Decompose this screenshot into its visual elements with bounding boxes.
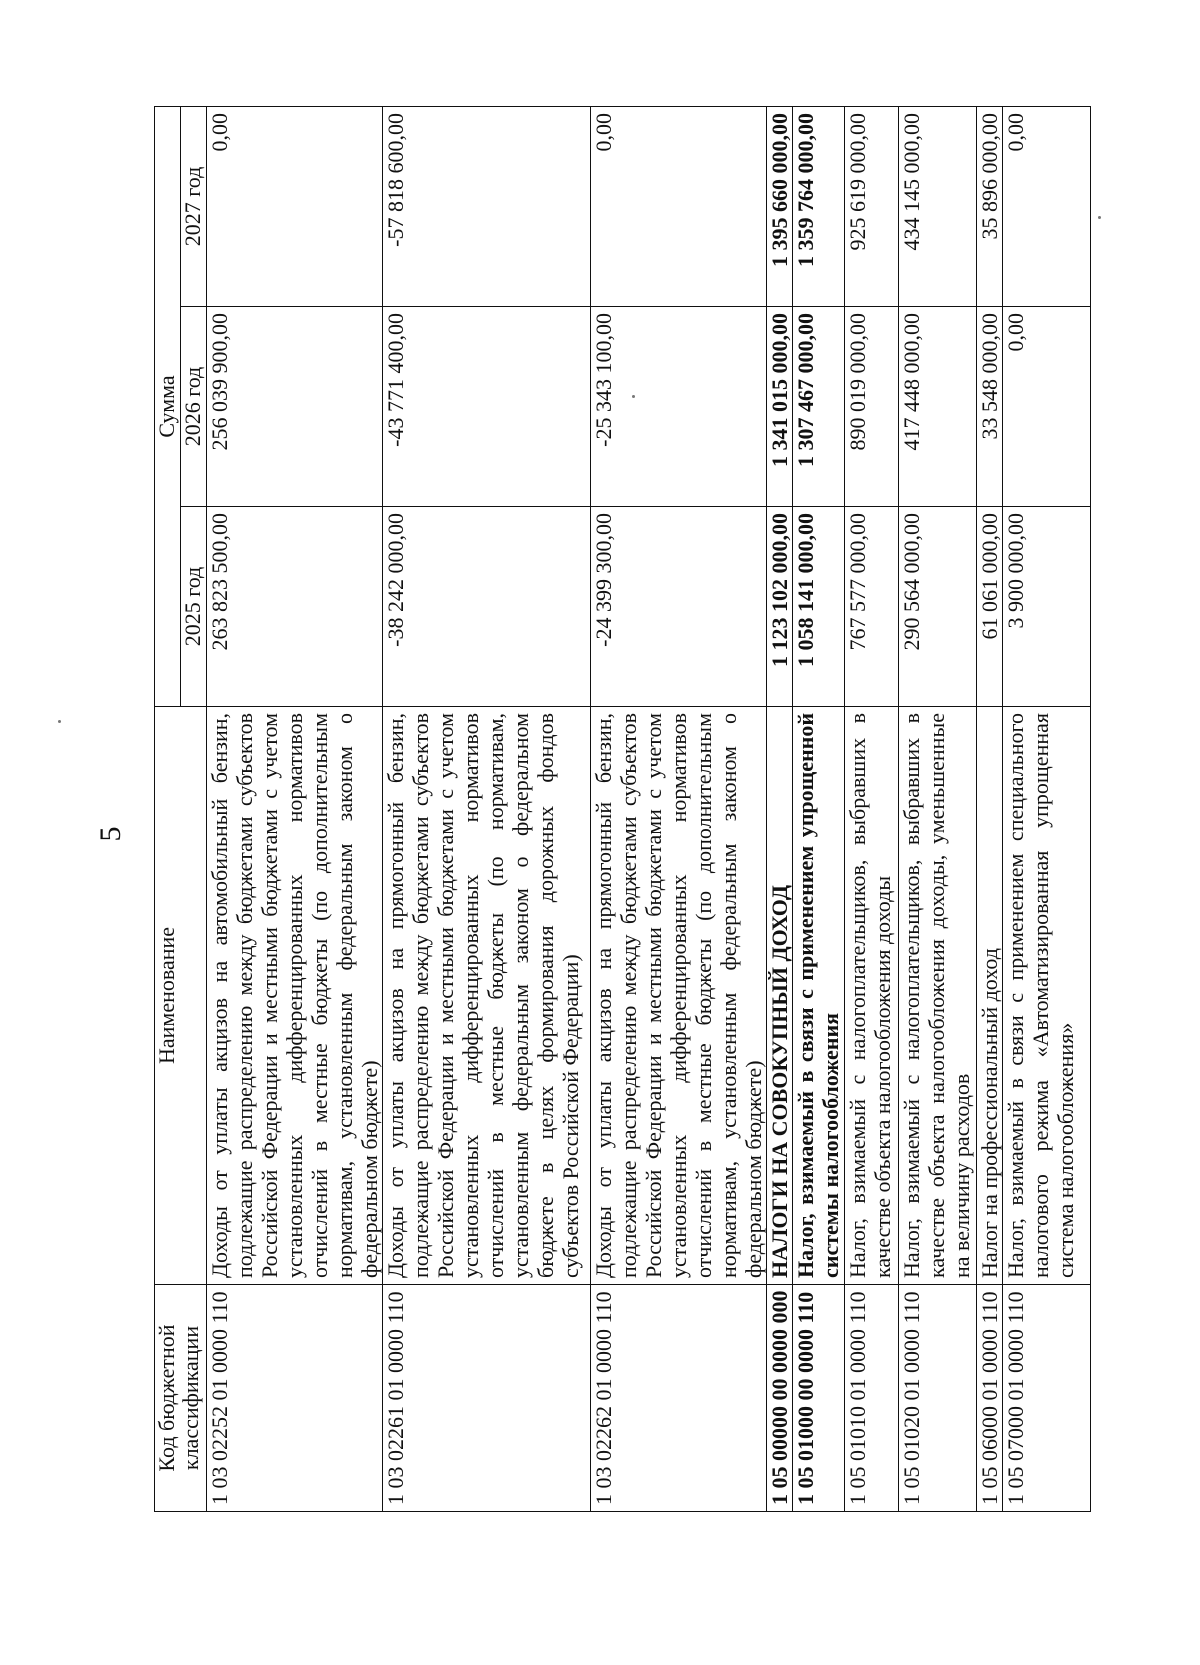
row-value-2025: 767 577 000,00 [845,507,899,707]
row-name: Налог, взимаемый с налогоплательщиков, выбравших в качестве объекта налогообложения доходы [845,707,899,1285]
row-name: Доходы от уплаты акцизов на автомобильный бензин, подлежащие распределению между бюджетами субъектов Российской Федерации и местными бюджетами с учетом установленных дифференцированных нормативов отчислений в местные бюджеты (по дополнительным нормативам, установленным федеральным законом о федеральном бюджете) [207,707,383,1285]
row-value-2026: 0,00 [1003,307,1091,507]
header-year-2026: 2026 год [181,307,207,507]
row-name: Налог, взимаемый с налогоплательщиков, выбравших в качестве объекта налогообложения доходы, уменьшенные на величину расходов [899,707,977,1285]
row-value-2025: 263 823 500,00 [207,507,383,707]
row-value-2025: 1 058 141 000,00 [793,507,845,707]
rotated-page-content [154,107,1078,1512]
row-name: Доходы от уплаты акцизов на прямогонный бензин, подлежащие распределению между бюджетами субъектов Российской Федерации и местными бюджетами с учетом установленных дифференцированных нормативов отчислений в местные бюджеты (по дополнительным нормативам, установленным федеральным законом о федеральном бюджете) [591,707,767,1285]
row-name: Налог, взимаемый в связи с применением упрощенной системы налогообложения [793,707,845,1285]
row-code: 1 05 07000 01 0000 110 [1003,1285,1091,1512]
row-value-2026: 1 307 467 000,00 [793,307,845,507]
row-code: 1 05 01010 01 0000 110 [845,1285,899,1512]
row-name: НАЛОГИ НА СОВОКУПНЫЙ ДОХОД [767,707,793,1285]
row-value-2026: 890 019 000,00 [845,307,899,507]
header-year-2027: 2027 год [181,106,207,306]
header-code: Код бюджетной классификации [155,1285,207,1512]
row-value-2025: 3 900 000,00 [1003,507,1091,707]
row-value-2025: -24 399 300,00 [591,507,767,707]
row-code: 1 03 02252 01 0000 110 [207,1285,383,1512]
table-row [977,106,1003,1511]
row-code: 1 05 00000 00 0000 000 [767,1285,793,1512]
header-year-2025: 2025 год [181,507,207,707]
row-code: 1 03 02262 01 0000 110 [591,1285,767,1512]
table-row [383,106,591,1511]
row-value-2025: 1 123 102 000,00 [767,507,793,707]
scan-speck [58,720,61,723]
budget-table [154,106,1091,1512]
row-value-2027: 1 395 660 000,00 [767,106,793,306]
row-code: 1 05 01000 00 0000 110 [793,1285,845,1512]
row-value-2027: 1 359 764 000,00 [793,106,845,306]
header-name: Наименование [155,707,207,1285]
row-value-2027: 434 145 000,00 [899,106,977,306]
row-value-2026: 256 039 900,00 [207,307,383,507]
row-code: 1 05 06000 01 0000 110 [977,1285,1003,1512]
table-row [591,106,767,1511]
row-code: 1 05 01020 01 0000 110 [899,1285,977,1512]
row-value-2026: 1 341 015 000,00 [767,307,793,507]
row-value-2026: -43 771 400,00 [383,307,591,507]
table-row [207,106,383,1511]
row-value-2026: 417 448 000,00 [899,307,977,507]
row-value-2026: 33 548 000,00 [977,307,1003,507]
row-value-2027: 0,00 [591,106,767,306]
row-name: Налог на профессиональный доход [977,707,1003,1285]
row-value-2026: -25 343 100,00 [591,307,767,507]
table-row [767,106,793,1511]
header-sum: Сумма [155,106,181,706]
row-value-2027: 0,00 [207,106,383,306]
table-row [899,106,977,1511]
page-number: 5 [94,826,127,842]
table-row [793,106,845,1511]
scan-speck [1098,216,1101,219]
table-row [845,106,899,1511]
row-value-2025: 61 061 000,00 [977,507,1003,707]
row-value-2027: 925 619 000,00 [845,106,899,306]
row-value-2027: 0,00 [1003,106,1091,306]
table-row [1003,106,1091,1511]
row-code: 1 03 02261 01 0000 110 [383,1285,591,1512]
row-value-2025: 290 564 000,00 [899,507,977,707]
row-value-2027: -57 818 600,00 [383,106,591,306]
row-name: Доходы от уплаты акцизов на прямогонный бензин, подлежащие распределению между бюджетами субъектов Российской Федерации и местными бюджетами с учетом установленных дифференцированных нормативов отчислений в местные бюджеты (по нормативам, установленным федеральным законом о федеральном бюджете в целях формирования дорожных фондов субъектов Российской Федерации) [383,707,591,1285]
row-name: Налог, взимаемый в связи с применением специального налогового режима «Автоматизированная упрощенная система налогообложения» [1003,707,1091,1285]
row-value-2025: -38 242 000,00 [383,507,591,707]
row-value-2027: 35 896 000,00 [977,106,1003,306]
scan-speck [632,395,635,398]
